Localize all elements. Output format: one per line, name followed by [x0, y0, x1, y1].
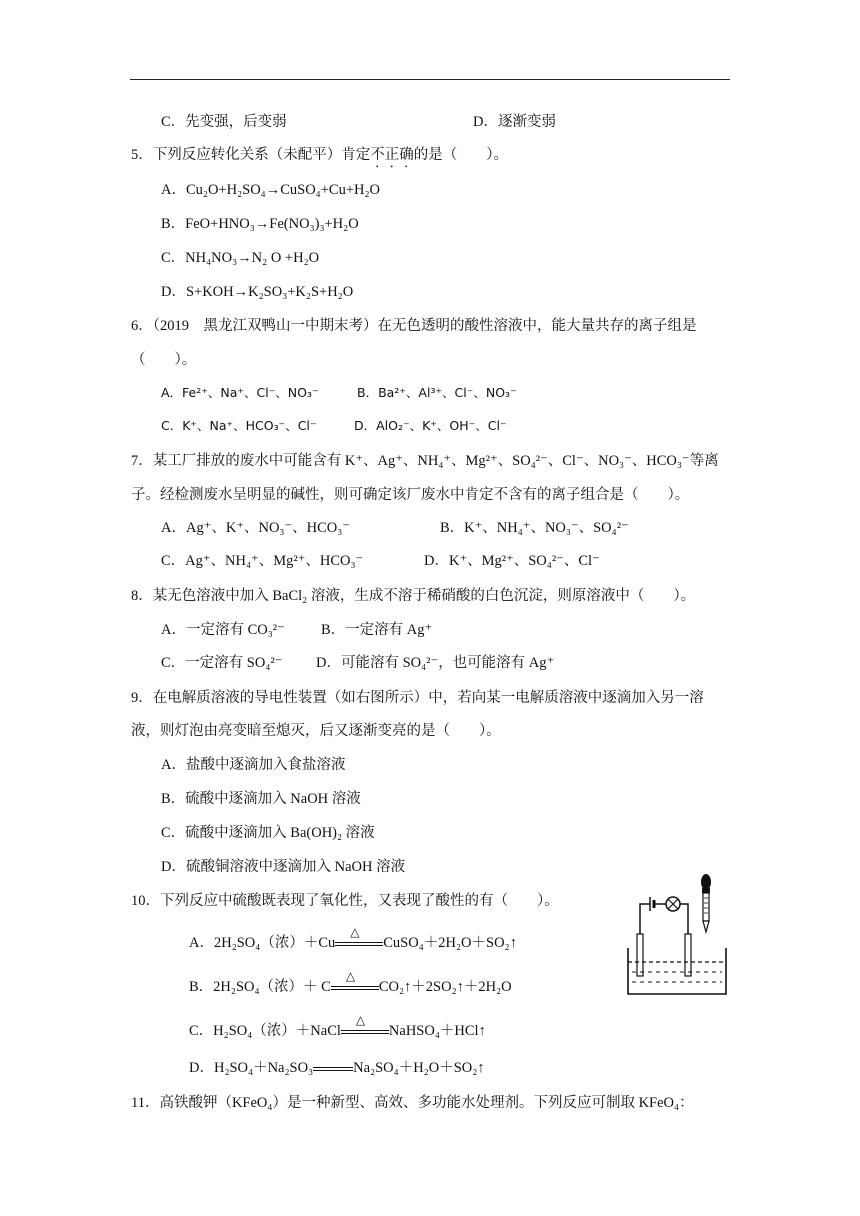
q6-option-b: B．Ba²⁺、Al³⁺、Cl⁻、NO₃⁻	[357, 385, 517, 400]
q7-option-a: A．Ag⁺、K⁺、NO₃⁻、HCO₃⁻	[161, 520, 350, 536]
q5-stem-part1: 5．下列反应转化关系（未配平）肯定	[131, 147, 371, 163]
q10-option-b	[189, 969, 512, 997]
equals-sign	[313, 1058, 353, 1078]
q5-option-d: D．S+KOH→K₂SO₃+K₂S+H₂O	[161, 284, 354, 300]
q8-option-d: D．可能溶有 SO₄²⁻，也可能溶有 Ag⁺	[316, 655, 555, 671]
q10-stem: 10．下列反应中硫酸既表现了氧化性，又表现了酸性的有（ ）。	[131, 893, 559, 909]
q10-option-a-reactants: A．2H₂SO₄（浓）＋Cu	[189, 935, 336, 951]
heat-condition-sign	[335, 925, 383, 953]
q5-stem-part2: 的是（ ）。	[413, 147, 508, 163]
q8-option-b: B．一定溶有 Ag⁺	[321, 622, 433, 638]
q6-option-a: A．Fe²⁺、Na⁺、Cl⁻、NO₃⁻	[161, 385, 319, 400]
q8-option-a: A．一定溶有 CO₃²⁻	[161, 622, 285, 638]
heat-triangle-icon: △	[345, 969, 356, 983]
q10-option-d	[189, 1058, 485, 1078]
q9-option-a: A．盐酸中逐滴加入食盐溶液	[161, 757, 346, 773]
q4-option-d: D．逐渐变弱	[473, 114, 556, 130]
q10-option-b-reactants: B．2H₂SO₄（浓）＋ C	[189, 979, 331, 995]
q6-option-c: C．K⁺、Na⁺、HCO₃⁻、Cl⁻	[161, 418, 317, 433]
q5-stem-emphasis: 不正确	[370, 147, 414, 163]
q7-stem-line2: 子。经检测废水呈明显的碱性，则可确定该厂废水中肯定不含有的离子组合是（ ）。	[131, 487, 690, 503]
conductivity-apparatus-figure	[622, 868, 742, 998]
q10-option-c-reactants: C．H₂SO₄（浓）＋NaCl	[189, 1023, 341, 1039]
q9-option-d: D．硫酸铜溶液中逐滴加入 NaOH 溶液	[161, 859, 406, 875]
q10-option-c	[189, 1013, 486, 1041]
q7-stem-line1: 7．某工厂排放的废水中可能含有 K⁺、Ag⁺、NH₄⁺、Mg²⁺、SO₄²⁻、Cl⁻、NO₃⁻、HCO₃⁻等离	[131, 453, 719, 469]
heat-triangle-icon: △	[350, 925, 360, 939]
q10-option-c-products: NaHSO₄＋HCl↑	[388, 1023, 486, 1039]
q9-option-c: C．硫酸中逐滴加入 Ba(OH)₂ 溶液	[161, 825, 375, 841]
heat-condition-sign	[341, 1013, 389, 1041]
header-rule	[130, 79, 730, 80]
q6-option-d: D．AlO₂⁻、K⁺、OH⁻、Cl⁻	[354, 418, 507, 433]
q5-option-a: A．Cu₂O+H₂SO₄→CuSO₄+Cu+H₂O	[161, 182, 381, 198]
q6-stem-line2: （ ）。	[131, 352, 197, 368]
q10-option-d-products: Na₂SO₄＋H₂O＋SO₂↑	[353, 1060, 485, 1076]
q10-option-a-products: CuSO₄＋2H₂O＋SO₂↑	[383, 935, 517, 951]
q5-option-c: C．NH₄NO₃→N₂ O +H₂O	[161, 250, 320, 266]
q10-option-a	[189, 925, 517, 953]
electrode-right	[685, 934, 691, 976]
q9-option-b: B．硫酸中逐滴加入 NaOH 溶液	[161, 791, 361, 807]
q4-option-c: C．先变强，后变弱	[161, 114, 287, 130]
q10-option-d-reactants: D．H₂SO₄＋Na₂SO₃	[189, 1060, 314, 1076]
q8-option-c: C．一定溶有 SO₄²⁻	[161, 655, 283, 671]
q6-stem-line1: 6．（2019 黑龙江双鸭山一中期末考）在无色透明的酸性溶液中，能大量共存的离子组是	[131, 318, 697, 334]
q7-option-d: D．K⁺、Mg²⁺、SO₄²⁻、Cl⁻	[424, 553, 600, 569]
q5-stem	[131, 145, 508, 171]
q9-stem-line1: 9．在电解质溶液的导电性装置（如右图所示）中，若向某一电解质溶液中逐滴加入另一溶	[131, 690, 704, 706]
q10-option-b-products: CO₂↑＋2SO₂↑＋2H₂O	[378, 979, 512, 995]
q7-option-b: B．K⁺、NH₄⁺、NO₃⁻、SO₄²⁻	[440, 520, 629, 536]
q5-option-b: B．FeO+HNO₃→Fe(NO₃)₃+H₂O	[161, 216, 359, 232]
q8-stem: 8．某无色溶液中加入 BaCl₂ 溶液，生成不溶于稀硝酸的白色沉淀，则原溶液中（ ）。	[131, 588, 696, 604]
dropper-icon	[701, 874, 711, 932]
q7-option-c: C．Ag⁺、NH₄⁺、Mg²⁺、HCO₃⁻	[161, 553, 364, 569]
heat-triangle-icon: △	[355, 1013, 366, 1027]
heat-condition-sign	[331, 969, 379, 997]
electrode-left	[637, 934, 643, 976]
q11-stem-line1: 11．高铁酸钾（KFeO₄）是一种新型、高效、多功能水处理剂。下列反应可制取 KFeO₄：	[131, 1095, 694, 1111]
q9-stem-line2: 液，则灯泡由亮变暗至熄灭，后又逐渐变亮的是（ ）。	[131, 723, 501, 739]
